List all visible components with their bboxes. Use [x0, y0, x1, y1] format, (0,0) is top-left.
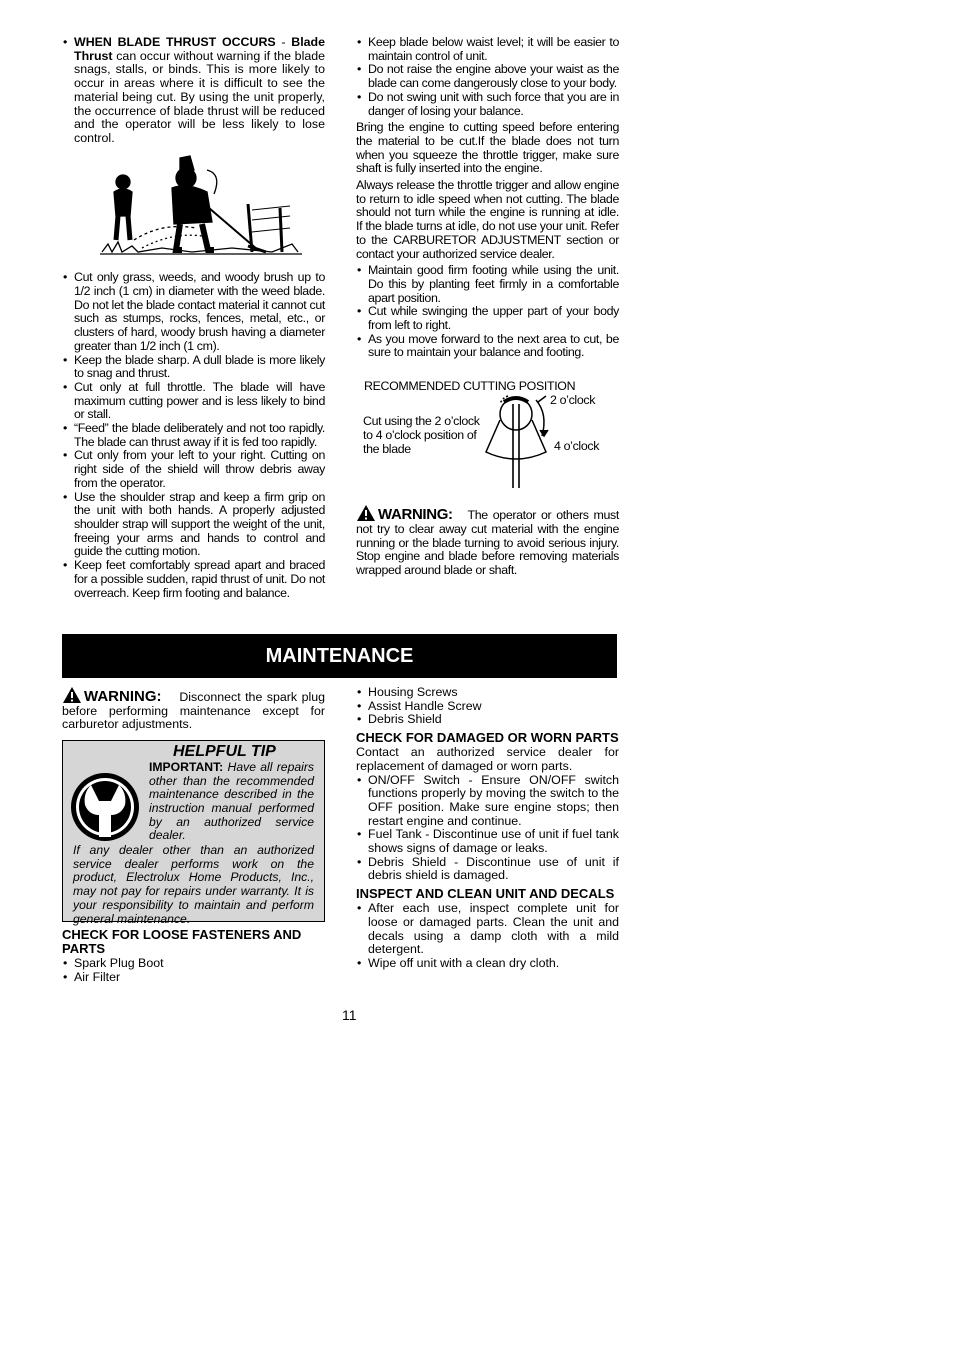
- throttle-release-paragraph: Always release the throttle trigger and allow engine to return to idle speed when not cutting. The blade should not turn while the engine is running at idle. If the blade turns at idle, do not use your unit. Refer to the CARBURETOR ADJUSTMENT section or contact your authorized service dealer.: [356, 178, 619, 261]
- right-top-column: [356, 36, 619, 581]
- damaged-parts-list: [356, 774, 619, 884]
- inspect-clean-heading: INSPECT AND CLEAN UNIT AND DECALS: [356, 886, 615, 902]
- list-item: • Maintain good firm footing while using the unit. Do this by planting feet firmly in a comfortable apart position.: [356, 264, 619, 305]
- operator-cutting-illustration: [62, 152, 325, 262]
- label-2-oclock: 2 o’clock: [550, 393, 596, 408]
- diagram-title: RECOMMENDED CUTTING POSITION: [364, 379, 576, 394]
- list-item: • Wipe off unit with a clean dry cloth.: [356, 957, 619, 971]
- waist-level-list: [356, 36, 619, 118]
- list-item: • Debris Shield: [356, 713, 619, 727]
- list-item: • Cut only from your left to your right. Cutting on right side of the shield will throw debris away from the operator.: [62, 449, 325, 490]
- left-top-column: [62, 36, 325, 600]
- fasteners-list-continued: [356, 686, 619, 727]
- diagram-caption: Cut using the 2 o’clock to 4 o’clock position of the blade: [363, 414, 480, 456]
- warning-triangle-icon: [356, 504, 376, 522]
- tip-warranty-text: If any dealer other than an authorized service dealer performs work on the product, Electrolux Home Products, Inc., may not pay for repairs under warranty. It is your responsibility to maintain and perform general maintenance.: [73, 843, 314, 926]
- tip-important-text: IMPORTANT: Have all repairs other than the recommended maintenance described in the instruction manual performed by an authorized service dealer.: [149, 759, 314, 843]
- list-item: • Fuel Tank - Discontinue use of unit if fuel tank shows signs of damage or leaks.: [356, 828, 619, 855]
- cutting-speed-paragraph: Bring the engine to cutting speed before entering the material to be cut.If the blade does not turn when you squeeze the throttle trigger, make sure shaft is fully inserted into the engine.: [356, 120, 619, 176]
- list-item: • Use the shoulder strap and keep a firm grip on the unit with both hands. A properly adjusted shoulder strap will support the weight of the unit, freeing your arms and hands to control and guide the cutting motion.: [62, 491, 325, 560]
- blade-thrust-item: • WHEN BLADE THRUST OCCURS - Blade Thrust can occur without warning if the blade snags, stalls, or binds. This is more likely to occur in areas where it is difficult to see the material being cut. By using the unit properly, the occurrence of blade thrust will be reduced and the operator will be less likely to lose control.: [62, 36, 325, 146]
- right-bottom-column: [356, 686, 619, 971]
- cutting-position-diagram: [356, 368, 619, 486]
- list-item: • Do not swing unit with such force that you are in danger of losing your balance.: [356, 91, 619, 118]
- helpful-tip-box: [62, 740, 325, 926]
- fasteners-list: [62, 957, 325, 984]
- list-item: • Keep feet comfortably spread apart and braced for a possible sudden, rapid thrust of unit. Do not overreach. Keep firm footing and balance.: [62, 559, 325, 600]
- list-item: • Cut while swinging the upper part of your body from left to right.: [356, 305, 619, 332]
- warning-label: WARNING:: [378, 506, 453, 524]
- damaged-parts-heading: CHECK FOR DAMAGED OR WORN PARTS: [356, 730, 619, 746]
- inspect-clean-list: [356, 902, 619, 971]
- blade-safety-list: [62, 271, 325, 600]
- label-4-oclock: 4 o’clock: [554, 439, 600, 454]
- list-item: • ON/OFF Switch - Ensure ON/OFF switch functions properly by moving the switch to the OFF position. Make sure engine stops; then restart engine and continue.: [356, 774, 619, 829]
- list-item: • “Feed” the blade deliberately and not too rapidly. The blade can thrust away if it is fed too rapidly.: [62, 422, 325, 449]
- list-item: • Debris Shield - Discontinue use of unit if debris shield is damaged.: [356, 856, 619, 883]
- clear-material-warning: WARNING: The operator or others must not try to clear away cut material with the engine running or the blade turning to avoid serious injury. Stop engine and blade before removing materials wrapped around blade or shaft.: [356, 506, 619, 577]
- list-item: • After each use, inspect complete unit for loose or damaged parts. Clean the unit and decals using a damp cloth with a mild detergent.: [356, 902, 619, 957]
- loose-fasteners-heading: CHECK FOR LOOSE FASTENERS AND PARTS: [62, 927, 302, 957]
- wrench-icon: [69, 771, 141, 843]
- tip-title: HELPFUL TIP: [173, 743, 276, 761]
- list-item: • Spark Plug Boot: [62, 957, 325, 971]
- list-item: • Keep blade below waist level; it will be easier to maintain control of unit.: [356, 36, 619, 63]
- maintenance-banner: MAINTENANCE: [62, 634, 617, 678]
- list-item: • Air Filter: [62, 971, 325, 985]
- list-item: • Cut only grass, weeds, and woody brush up to 1/2 inch (1 cm) in diameter with the weed blade. Do not let the blade contact material it cannot cut such as stumps, rocks, fences, metal, etc., or clusters of hard, woody brush having a diameter greater than 1/2 inch (1 cm).: [62, 271, 325, 353]
- list-item: • Do not raise the engine above your waist as the blade can come dangerously close to your body.: [356, 63, 619, 90]
- replacement-paragraph: Contact an authorized service dealer for replacement of damaged or worn parts.: [356, 745, 619, 773]
- list-item: • Housing Screws: [356, 686, 619, 700]
- list-item: • As you move forward to the next area to cut, be sure to maintain your balance and footing.: [356, 333, 619, 360]
- blade-thrust-list: [62, 36, 325, 146]
- left-bottom-column: [62, 686, 325, 985]
- footing-list: [356, 264, 619, 360]
- page-number: 11: [342, 1007, 357, 1023]
- warning-label: WARNING:: [84, 688, 162, 705]
- list-item: • Assist Handle Screw: [356, 700, 619, 714]
- list-item: • Keep the blade sharp. A dull blade is more likely to snag and thrust.: [62, 354, 325, 381]
- warning-triangle-icon: [62, 686, 82, 704]
- list-item: • Cut only at full throttle. The blade will have maximum cutting power and is less likely to bind or stall.: [62, 381, 325, 422]
- blade-shield-icon: [480, 390, 556, 490]
- spark-plug-warning: WARNING: Disconnect the spark plug before performing maintenance except for carburetor adjustments.: [62, 688, 325, 732]
